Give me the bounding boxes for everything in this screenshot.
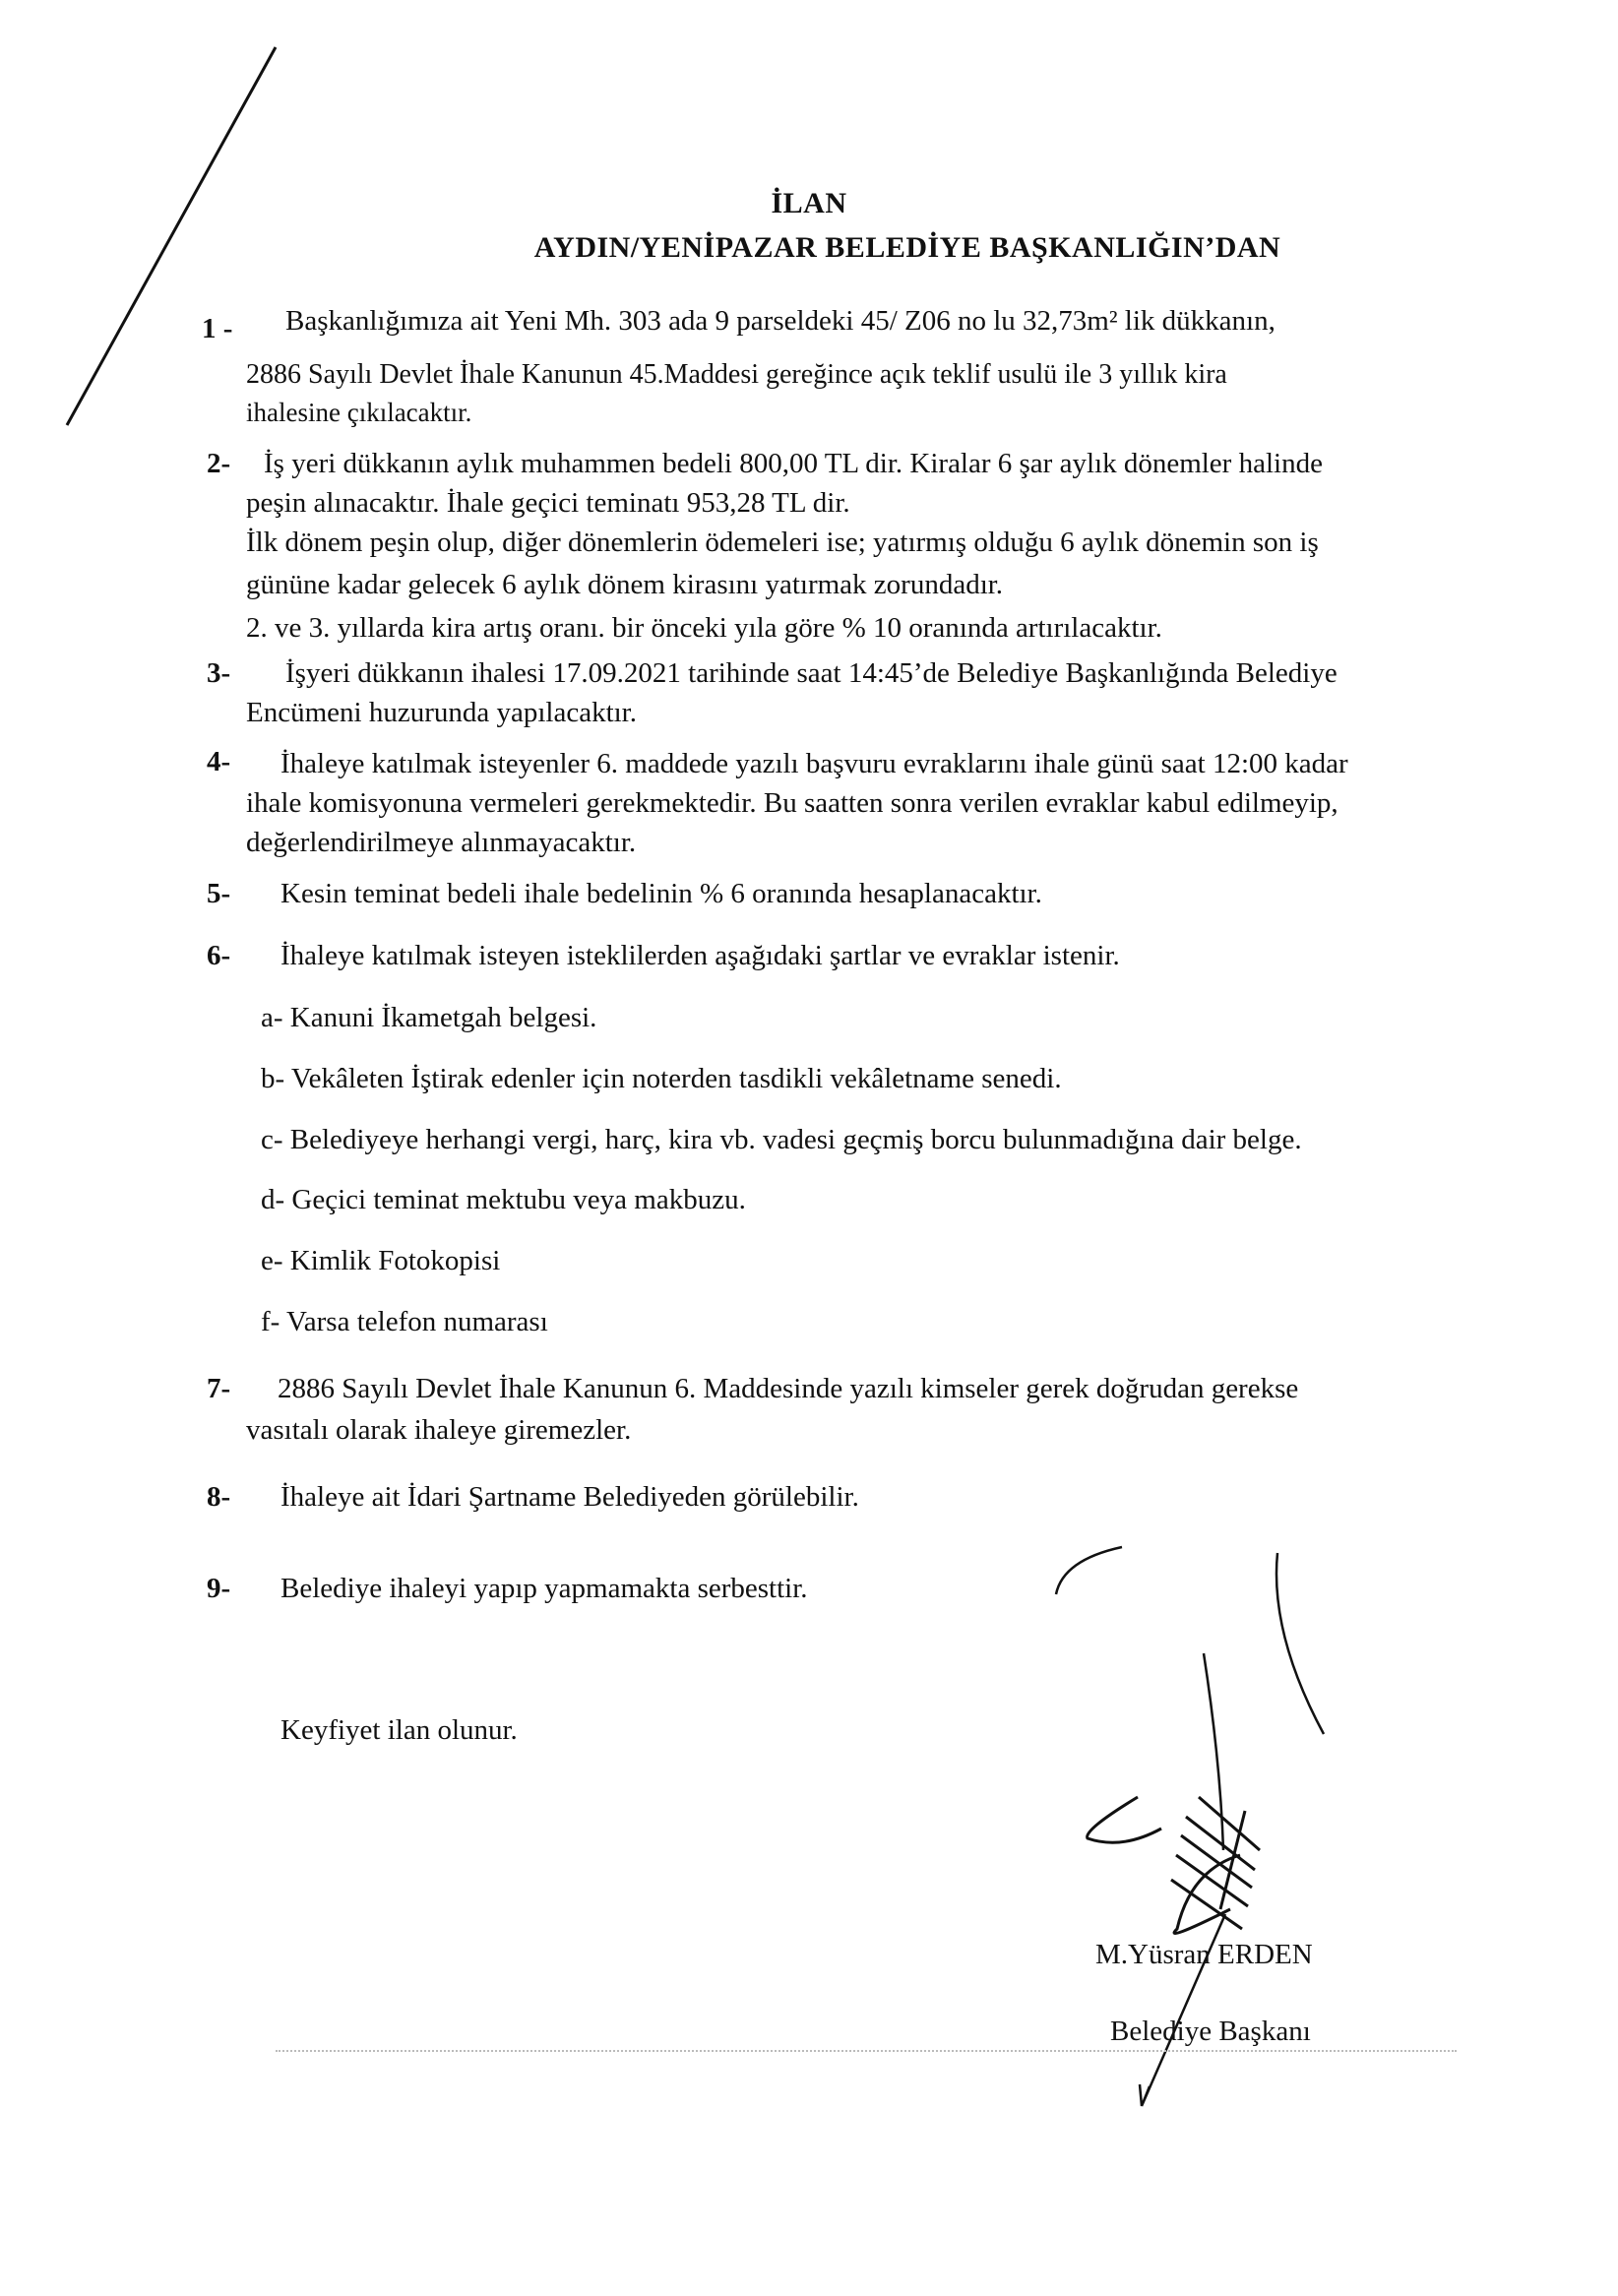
item-line: İhaleye katılmak isteyen isteklilerden aşağıdaki şartlar ve evraklar istenir. (280, 940, 1120, 971)
signature-scribble (1171, 1797, 1260, 1934)
item-number: 9- (207, 1573, 231, 1604)
item-line: İş yeri dükkanın aylık muhammen bedeli 800,00 TL dir. Kiralar 6 şar aylık dönemler halinde (264, 448, 1323, 479)
item-number: 6- (207, 940, 231, 971)
requirement-item: e- Kimlik Fotokopisi (261, 1245, 501, 1276)
item-number: 5- (207, 878, 231, 909)
requirement-item: b- Vekâleten İştirak edenler için noterden tasdikli vekâletname senedi. (261, 1063, 1062, 1094)
item-number: 1 - (202, 313, 233, 344)
signature-c-stroke (1088, 1797, 1161, 1842)
signatory-name: M.Yüsran ERDEN (1095, 1939, 1313, 1970)
item-number: 4- (207, 746, 231, 777)
item-line: vasıtalı olarak ihaleye giremezler. (246, 1414, 632, 1446)
signature-right-arc (1276, 1553, 1324, 1734)
notice-title: İLAN (771, 187, 847, 219)
item-line: Encümeni huzurunda yapılacaktır. (246, 697, 637, 728)
item-line: İhaleye ait İdari Şartname Belediyeden görülebilir. (280, 1481, 859, 1513)
item-line: değerlendirilmeye alınmayacaktır. (246, 827, 637, 858)
item-number: 7- (207, 1373, 231, 1404)
item-line: 2886 Sayılı Devlet İhale Kanunun 45.Maddesi gereğince açık teklif usulü ile 3 yıllık kira (246, 359, 1227, 390)
requirement-item: f- Varsa telefon numarası (261, 1306, 548, 1337)
item-number: 2- (207, 448, 231, 479)
item-line: ihalesine çıkılacaktır. (246, 398, 472, 427)
signature-top-arc (1056, 1547, 1122, 1594)
item-number: 8- (207, 1481, 231, 1513)
item-line: 2886 Sayılı Devlet İhale Kanunun 6. Maddesinde yazılı kimseler gerek doğrudan gerekse (278, 1373, 1299, 1404)
item-number: 3- (207, 657, 231, 689)
item-line: İlk dönem peşin olup, diğer dönemlerin ödemeleri ise; yatırmış olduğu 6 aylık dönemin son iş (246, 527, 1319, 558)
requirement-item: d- Geçici teminat mektubu veya makbuzu. (261, 1184, 746, 1215)
item-line: gününe kadar gelecek 6 aylık dönem kirasını yatırmak zorundadır. (246, 569, 1004, 600)
item-line: Belediye ihaleyi yapıp yapmamakta serbesttir. (280, 1573, 808, 1604)
requirement-item: c- Belediyeye herhangi vergi, harç, kira vb. vadesi geçmiş borcu bulunmadığına dair belge. (261, 1124, 1302, 1155)
item-line: 2. ve 3. yıllarda kira artış oranı. bir önceki yıla göre % 10 oranında artırılacaktır. (246, 612, 1162, 644)
item-line: ihale komisyonuna vermeleri gerekmektedir. Bu saatten sonra verilen evraklar kabul edilmeyip, (246, 787, 1338, 819)
notice-issuer: AYDIN/YENİPAZAR BELEDİYE BAŞKANLIĞIN’DAN (533, 231, 1281, 264)
item-line: Başkanlığımıza ait Yeni Mh. 303 ada 9 parseldeki 45/ Z06 no lu 32,73m² lik dükkanın, (285, 305, 1276, 337)
item-line: İşyeri dükkanın ihalesi 17.09.2021 tarihinde saat 14:45’de Belediye Başkanlığında Belediye (285, 657, 1338, 689)
item-line: Kesin teminat bedeli ihale bedelinin % 6 oranında hesaplanacaktır. (280, 878, 1042, 909)
signature-long-stroke (1204, 1653, 1223, 1850)
item-line: peşin alınacaktır. İhale geçici teminatı 953,28 TL dir. (246, 487, 850, 519)
bleed-through-line (276, 2050, 1457, 2052)
closing-statement: Keyfiyet ilan olunur. (280, 1714, 518, 1746)
item-line: İhaleye katılmak isteyenler 6. maddede yazılı başvuru evraklarını ihale günü saat 12:00 kadar (280, 748, 1348, 779)
signatory-title: Belediye Başkanı (1110, 2016, 1311, 2047)
requirement-item: a- Kanuni İkametgah belgesi. (261, 1002, 597, 1033)
